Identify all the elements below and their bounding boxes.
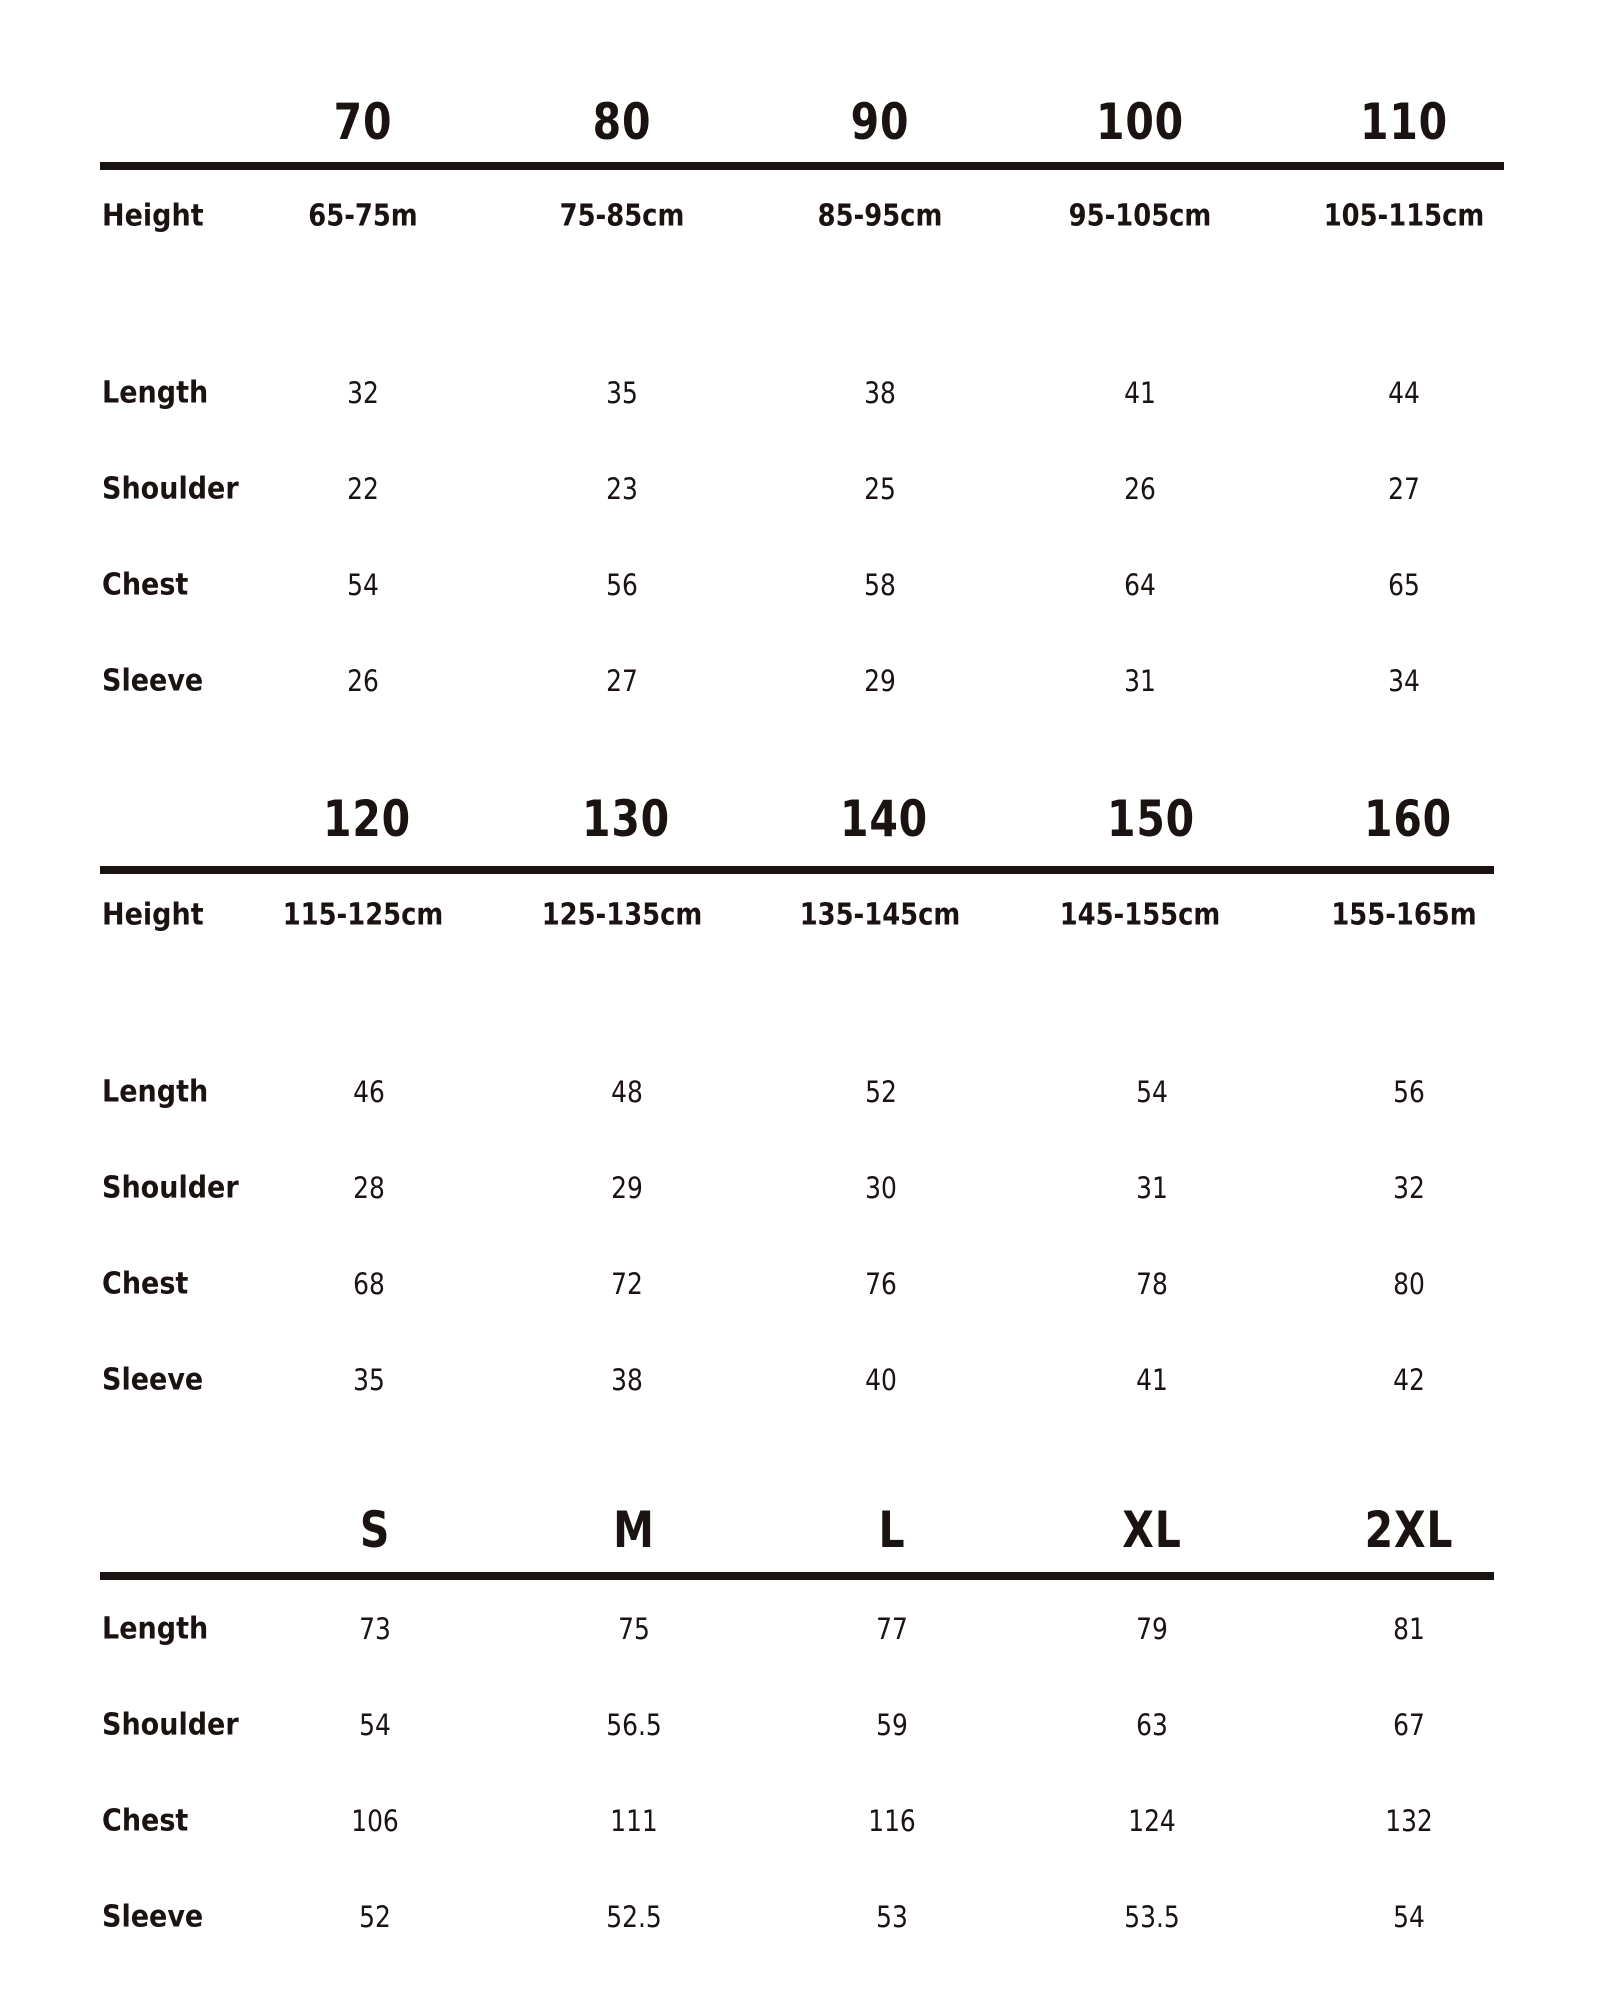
cell: 52	[865, 1075, 897, 1109]
cell: 63	[1136, 1708, 1168, 1742]
cell: 38	[611, 1363, 643, 1397]
row-label-length: Length	[102, 1611, 209, 1647]
size-header: 90	[850, 93, 910, 151]
cell: 64	[1124, 568, 1156, 602]
cell: 77	[876, 1612, 908, 1646]
cell: 26	[1124, 472, 1156, 506]
cell: 58	[864, 568, 896, 602]
header-divider	[100, 162, 1504, 170]
cell: 65	[1388, 568, 1420, 602]
cell: 56.5	[606, 1708, 662, 1742]
cell: 32	[1393, 1171, 1425, 1205]
row-label-length: Length	[102, 1074, 209, 1110]
size-header: 120	[322, 790, 412, 848]
cell: 80	[1393, 1267, 1425, 1301]
cell: 30	[865, 1171, 897, 1205]
cell: 68	[353, 1267, 385, 1301]
size-header: 110	[1359, 93, 1449, 151]
cell: 54	[1393, 1900, 1425, 1934]
row-label-length: Length	[102, 375, 209, 411]
row-label-chest: Chest	[102, 1266, 189, 1302]
row-label-shoulder: Shoulder	[102, 1707, 239, 1743]
cell: 67	[1393, 1708, 1425, 1742]
cell: 106	[351, 1804, 399, 1838]
row-label-chest: Chest	[102, 1803, 189, 1839]
cell: 23	[606, 472, 638, 506]
cell: 22	[347, 472, 379, 506]
cell: 42	[1393, 1363, 1425, 1397]
cell: 46	[353, 1075, 385, 1109]
cell: 28	[353, 1171, 385, 1205]
cell: 52	[359, 1900, 391, 1934]
cell: 41	[1124, 376, 1156, 410]
height-range: 75-85cm	[559, 198, 685, 234]
cell: 29	[864, 664, 896, 698]
row-label-shoulder: Shoulder	[102, 471, 239, 507]
cell: 27	[1388, 472, 1420, 506]
cell: 53.5	[1124, 1900, 1180, 1934]
cell: 41	[1136, 1363, 1168, 1397]
cell: 79	[1136, 1612, 1168, 1646]
row-label-sleeve: Sleeve	[102, 663, 204, 699]
size-header: M	[613, 1501, 655, 1559]
size-header: 2XL	[1364, 1501, 1454, 1559]
cell: 35	[606, 376, 638, 410]
size-header: 100	[1095, 93, 1185, 151]
cell: 78	[1136, 1267, 1168, 1301]
cell: 56	[606, 568, 638, 602]
cell: 111	[610, 1804, 658, 1838]
cell: 81	[1393, 1612, 1425, 1646]
row-label-sleeve: Sleeve	[102, 1899, 204, 1935]
size-header: 130	[581, 790, 671, 848]
cell: 132	[1385, 1804, 1433, 1838]
size-header: S	[359, 1501, 391, 1559]
cell: 48	[611, 1075, 643, 1109]
height-range: 155-165m	[1331, 897, 1477, 933]
cell: 31	[1136, 1171, 1168, 1205]
row-label-chest: Chest	[102, 567, 189, 603]
cell: 54	[359, 1708, 391, 1742]
cell: 25	[864, 472, 896, 506]
height-range: 135-145cm	[799, 897, 961, 933]
cell: 75	[618, 1612, 650, 1646]
cell: 27	[606, 664, 638, 698]
cell: 32	[347, 376, 379, 410]
cell: 38	[864, 376, 896, 410]
cell: 31	[1124, 664, 1156, 698]
cell: 59	[876, 1708, 908, 1742]
size-header: L	[878, 1501, 906, 1559]
cell: 35	[353, 1363, 385, 1397]
cell: 54	[1136, 1075, 1168, 1109]
header-divider	[100, 866, 1494, 874]
height-range: 85-95cm	[817, 198, 943, 234]
cell: 34	[1388, 664, 1420, 698]
size-header: 80	[592, 93, 652, 151]
cell: 54	[347, 568, 379, 602]
row-label-height: Height	[102, 897, 204, 933]
size-header: 140	[839, 790, 929, 848]
cell: 44	[1388, 376, 1420, 410]
cell: 40	[865, 1363, 897, 1397]
cell: 56	[1393, 1075, 1425, 1109]
height-range: 125-135cm	[541, 897, 703, 933]
height-range: 95-105cm	[1068, 198, 1212, 234]
height-range: 145-155cm	[1059, 897, 1221, 933]
height-range: 65-75m	[308, 198, 418, 234]
cell: 73	[359, 1612, 391, 1646]
size-header: 70	[333, 93, 393, 151]
size-header: XL	[1122, 1501, 1182, 1559]
cell: 26	[347, 664, 379, 698]
height-range: 105-115cm	[1323, 198, 1485, 234]
cell: 52.5	[606, 1900, 662, 1934]
cell: 53	[876, 1900, 908, 1934]
size-header: 160	[1363, 790, 1453, 848]
header-divider	[100, 1572, 1494, 1580]
row-label-height: Height	[102, 198, 204, 234]
cell: 76	[865, 1267, 897, 1301]
size-header: 150	[1106, 790, 1196, 848]
cell: 29	[611, 1171, 643, 1205]
cell: 116	[868, 1804, 916, 1838]
row-label-sleeve: Sleeve	[102, 1362, 204, 1398]
height-range: 115-125cm	[282, 897, 444, 933]
cell: 124	[1128, 1804, 1176, 1838]
cell: 72	[611, 1267, 643, 1301]
row-label-shoulder: Shoulder	[102, 1170, 239, 1206]
